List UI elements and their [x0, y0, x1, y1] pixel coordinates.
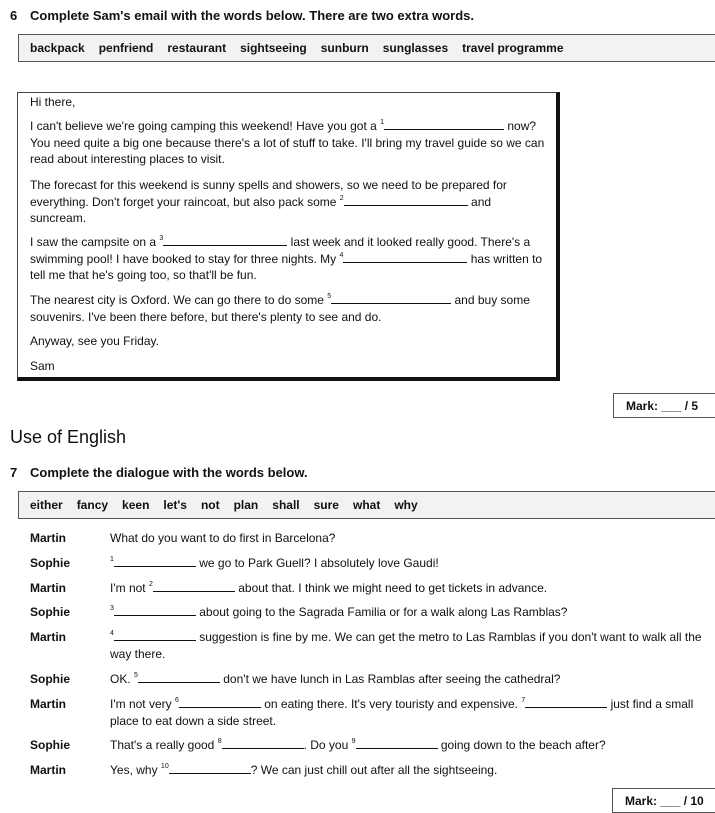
text: I'm not	[110, 581, 149, 595]
text: don't we have lunch in Las Ramblas after seeing the cathedral?	[219, 672, 561, 686]
text: I saw the campsite on a	[30, 235, 160, 249]
speaker-name: Martin	[30, 531, 66, 545]
word-option: sunburn	[320, 41, 369, 55]
dialogue-line	[110, 737, 710, 754]
q7-mark-box: Mark: ___ / 10	[612, 788, 715, 813]
q7-number: 7	[10, 465, 18, 480]
text: Sam	[30, 359, 55, 373]
answer-blank[interactable]	[114, 604, 196, 616]
answer-blank[interactable]	[114, 555, 196, 567]
q6-mark-box: Mark: ___ / 5	[613, 393, 715, 418]
answer-blank[interactable]	[114, 629, 196, 641]
word-option: sure	[313, 498, 339, 512]
text: going down to the beach after?	[437, 738, 606, 752]
speaker-name: Martin	[30, 581, 66, 595]
email-paragraph	[30, 177, 550, 227]
answer-blank[interactable]	[344, 194, 468, 206]
text: last week and it looked really good. There's a swimming pool! I have booked to stay for three nights. My	[30, 235, 531, 266]
word-option: travel programme	[462, 41, 564, 55]
gap-number: 2	[339, 194, 344, 202]
text: I'm not very	[110, 697, 175, 711]
gap-number: 4	[110, 630, 114, 637]
text: now? You need quite a big one because there's a lot of stuff to take. I'll bring my travel guide so we can read about interesting places to visit.	[30, 119, 545, 166]
email-paragraph	[30, 358, 550, 375]
word-option: let's	[163, 498, 187, 512]
email-paragraph	[30, 118, 550, 168]
gap-number: 10	[160, 763, 169, 770]
section-title: Use of English	[10, 427, 127, 447]
q6-instruction: Complete Sam's email with the words below. There are two extra words.	[30, 8, 474, 23]
text: The forecast for this weekend is sunny spells and showers, so we need to be prepared for everything. Don't forget your raincoat, but also pack some	[30, 178, 507, 209]
answer-blank[interactable]	[356, 737, 438, 749]
word-option: keen	[122, 498, 150, 512]
word-option: penfriend	[98, 41, 154, 55]
answer-blank[interactable]	[222, 737, 304, 749]
text: about going to the Sagrada Familia or for a walk along Las Ramblas?	[195, 605, 568, 619]
speaker-name: Martin	[30, 697, 66, 711]
q6-number: 6	[10, 8, 18, 23]
dialogue-line	[110, 604, 710, 621]
dialogue-line	[110, 555, 710, 572]
word-option: what	[352, 498, 381, 512]
speaker-name: Sophie	[30, 605, 71, 619]
word-option: restaurant	[167, 41, 227, 55]
dialogue-line	[110, 580, 710, 597]
word-option: shall	[272, 498, 300, 512]
email-box	[17, 92, 560, 381]
dialogue-line	[110, 762, 710, 779]
gap-number: 5	[134, 672, 138, 679]
word-option: either	[30, 498, 63, 512]
text: I can't believe we're going camping this weekend! Have you got a	[30, 119, 381, 133]
gap-number: 3	[110, 605, 114, 612]
q6-heading	[10, 8, 474, 23]
dialogue-line	[110, 530, 710, 547]
gap-number: 9	[351, 738, 356, 745]
text: just find a small place to eat down a side street.	[110, 697, 694, 728]
answer-blank[interactable]	[331, 292, 451, 304]
answer-blank[interactable]	[384, 118, 504, 130]
answer-blank[interactable]	[343, 251, 467, 263]
speaker-name: Sophie	[30, 672, 71, 686]
email-paragraph	[30, 333, 550, 350]
word-option: sunglasses	[382, 41, 449, 55]
text: on eating there. It's very touristy and expensive.	[260, 697, 522, 711]
q7-word-box	[18, 491, 715, 519]
text: OK.	[110, 672, 135, 686]
q7-heading	[10, 465, 308, 480]
gap-number: 6	[174, 697, 179, 704]
email-paragraph	[30, 234, 550, 284]
speaker-name: Martin	[30, 763, 66, 777]
text: ? We can just chill out after all the sightseeing.	[250, 763, 498, 777]
answer-blank[interactable]	[169, 762, 251, 774]
answer-blank[interactable]	[153, 580, 235, 592]
word-option: plan	[233, 498, 259, 512]
dialogue-line	[110, 696, 710, 729]
text: That's a really good	[110, 738, 218, 752]
gap-number: 3	[159, 235, 164, 242]
gap-number: 5	[327, 293, 332, 300]
q7-instruction: Complete the dialogue with the words below.	[30, 465, 308, 480]
word-option: backpack	[30, 41, 85, 55]
gap-number: 2	[148, 581, 153, 588]
text: and buy some souvenirs. I've been there before, but there's plenty to see and do.	[30, 293, 530, 324]
gap-number: 1	[110, 556, 114, 563]
gap-number: 1	[380, 119, 385, 126]
text: and suncream.	[30, 194, 492, 225]
text: suggestion is fine by me. We can get the metro to Las Ramblas if you don't want to walk all the way there.	[110, 630, 702, 661]
email-paragraph	[30, 94, 550, 111]
answer-blank[interactable]	[525, 696, 607, 708]
word-option: why	[394, 498, 418, 512]
word-option: sightseeing	[240, 41, 307, 55]
dialogue-line	[110, 629, 710, 662]
speaker-name: Sophie	[30, 556, 71, 570]
text: . Do you	[303, 738, 352, 752]
text: has written to tell me that he's going too, so that'll be fun.	[30, 251, 543, 282]
gap-number: 8	[217, 738, 222, 745]
text: Anyway, see you Friday.	[30, 334, 159, 348]
answer-blank[interactable]	[179, 696, 261, 708]
word-option: fancy	[76, 498, 109, 512]
answer-blank[interactable]	[163, 234, 287, 246]
text: Hi there,	[30, 95, 76, 109]
gap-number: 7	[521, 697, 526, 704]
answer-blank[interactable]	[138, 671, 220, 683]
gap-number: 4	[339, 251, 344, 259]
text: The nearest city is Oxford. We can go there to do some	[30, 293, 328, 307]
email-paragraph	[30, 292, 550, 325]
word-option: not	[200, 498, 220, 512]
text: Yes, why	[110, 763, 161, 777]
dialogue-line	[110, 671, 710, 688]
speaker-name: Martin	[30, 630, 66, 644]
speaker-name: Sophie	[30, 738, 71, 752]
text: we go to Park Guell? I absolutely love Gaudi!	[195, 556, 439, 570]
text: about that. I think we might need to get tickets in advance.	[234, 581, 548, 595]
text: What do you want to do first in Barcelona?	[110, 531, 336, 545]
q6-word-box	[18, 34, 715, 62]
